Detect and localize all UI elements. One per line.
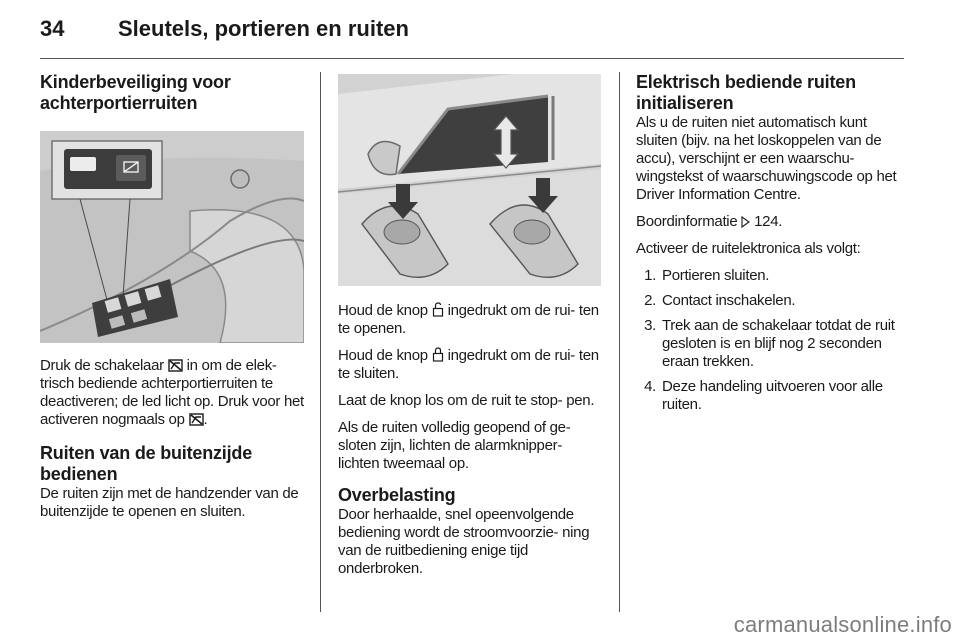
- figure-door-panel-switch: [40, 131, 304, 343]
- figure-remote-window: [338, 74, 601, 286]
- step-text: Contact inschakelen.: [662, 292, 796, 309]
- list-item: [636, 292, 900, 310]
- door-panel-illustration: [40, 131, 304, 343]
- step-number: 2.: [644, 292, 656, 309]
- overload-paragraph: Door herhaalde, snel opeenvolgende bediening wordt de stroomvoorzie- ning van de ruitbediening enige tijd onderbroken.: [338, 506, 590, 577]
- column-divider: [320, 72, 321, 612]
- initialise-paragraph: Als u de ruiten niet automatisch kunt sluiten (bijv. na het loskoppelen van de accu), verschijnt er een waarschu- wingstekst of waarschuwingscode op het Driver Information Centre.: [636, 114, 897, 203]
- page-title: Sleutels, portieren en ruiten: [118, 16, 409, 41]
- list-item: [636, 378, 900, 414]
- list-item: [636, 317, 900, 371]
- reference-paragraph: Boordinformatie 124.: [636, 213, 783, 230]
- open-paragraph: Houd de knop ingedrukt om de rui- ten te openen.: [338, 302, 599, 337]
- watermark: carmanualsonline.info: [733, 612, 952, 637]
- child-lock-window-icon: [189, 413, 204, 426]
- child-lock-window-icon: [168, 359, 183, 372]
- section-heading-outside-operation: Ruiten van de buitenzijde bedienen: [40, 443, 253, 484]
- remote-window-illustration: [338, 74, 601, 286]
- section-heading-initialise: Elektrisch bediende ruiten initialiseren: [636, 72, 856, 113]
- page-header: [40, 16, 409, 46]
- unlock-padlock-icon: [432, 302, 444, 317]
- step-text: Portieren sluiten.: [662, 267, 770, 284]
- column-1: [40, 72, 304, 530]
- step-text: Deze handeling uitvoeren voor alle ruiten.: [662, 378, 883, 413]
- activate-intro-paragraph: Activeer de ruitelektronica als volgt:: [636, 240, 861, 257]
- lock-padlock-icon: [432, 347, 444, 362]
- step-number: 3.: [644, 317, 656, 334]
- step-text: Trek aan de schakelaar totdat de ruit gesloten is en blijf nog 2 seconden eraan trekken.: [662, 317, 895, 370]
- hazard-flash-paragraph: Als de ruiten volledig geopend of ge- sloten zijn, lichten de alarmknipper- lichten tweemaal op.: [338, 419, 571, 472]
- list-item: [636, 267, 900, 285]
- step-number: 1.: [644, 267, 656, 284]
- header-rule: [40, 58, 904, 59]
- steps-list: [636, 267, 900, 414]
- column-3: [636, 72, 900, 421]
- outside-operation-paragraph: De ruiten zijn met de handzender van de buitenzijde te openen en sluiten.: [40, 485, 299, 520]
- step-number: 4.: [644, 378, 656, 395]
- column-2: [338, 72, 602, 587]
- reference-triangle-icon: [741, 216, 750, 228]
- reference-page-link[interactable]: 124: [754, 213, 779, 230]
- page-number: 34: [40, 16, 65, 41]
- column-divider: [619, 72, 620, 612]
- section-heading-child-lock: Kinderbeveiliging voor achterportierruiten: [40, 72, 231, 113]
- section-heading-overload: Overbelasting: [338, 485, 456, 505]
- stop-paragraph: Laat de knop los om de ruit te stop- pen.: [338, 392, 595, 409]
- close-paragraph: Houd de knop ingedrukt om de rui- ten te sluiten.: [338, 347, 599, 382]
- child-lock-paragraph: Druk de schakelaar in om de elek- trisch bediende achterportierruiten te deactiveren; de led licht op. Druk voor het activeren nogmaals op .: [40, 357, 304, 428]
